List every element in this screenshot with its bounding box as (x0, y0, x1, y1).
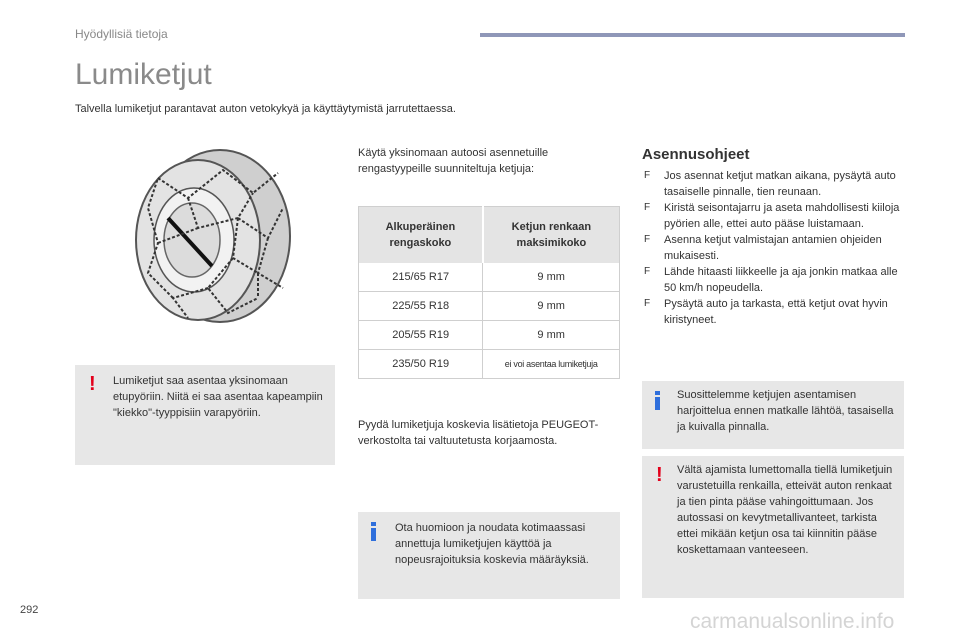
warning-icon: ! (656, 464, 663, 486)
bullet-icon: F (644, 170, 651, 181)
table-cell: 225/55 R18 (359, 292, 483, 321)
table-cell: 9 mm (483, 263, 620, 292)
bullet-icon: F (644, 298, 651, 309)
table-row (359, 263, 620, 292)
snow-chain-tire-illustration (128, 148, 294, 328)
installation-steps (642, 168, 904, 328)
table-header: Ketjun renkaan maksimikoko (483, 207, 620, 264)
intro-text: Talvella lumiketjut parantavat auton vetokykyä ja käyttäytymistä jarrutettaessa. (75, 103, 456, 115)
table-row (359, 350, 620, 379)
info-icon (655, 391, 660, 410)
tire-size-table (358, 206, 620, 379)
table-row (359, 321, 620, 350)
bullet-icon: F (644, 266, 651, 277)
info-box-practice (642, 381, 904, 449)
bullet-icon: F (644, 202, 651, 213)
table-cell: 215/65 R17 (359, 263, 483, 292)
table-row (359, 292, 620, 321)
list-item: F Kiristä seisontajarru ja aseta mahdollisesti kiiloja pyörien alle, ettei auto pääse luistamaan. (644, 202, 900, 230)
watermark: carmanualsonline.info (690, 610, 895, 633)
warning-icon: ! (89, 373, 96, 395)
header-rule (480, 33, 905, 37)
table-cell: ei voi asentaa lumiketjuja (483, 350, 620, 379)
info-text: Ota huomioon ja noudata kotimaassasi annettuja lumiketjujen käyttöä ja nopeusrajoituksia koskevia määräyksiä. (395, 522, 589, 566)
installation-heading: Asennusohjeet (642, 146, 750, 163)
list-item: F Jos asennat ketjut matkan aikana, pysäytä auto tasaiselle pinnalle, tien reunaan. (644, 170, 896, 198)
table-header: Alkuperäinen rengaskoko (359, 207, 483, 264)
table-cell: 9 mm (483, 292, 620, 321)
page-title: Lumiketjut (75, 58, 212, 91)
warning-text: Vältä ajamista lumettomalla tiellä lumiketjuin varustetuilla renkailla, etteivät auton renkaat ja tien pinta pääse vahingoittumaan. Jos autossasi on kevytmetallivanteet, tarkista ettei mikään ketjun osa tai kiinnitin pääse koskettamaan vanteeseen. (677, 464, 893, 556)
info-box-regulations (358, 512, 620, 599)
table-cell: 9 mm (483, 321, 620, 350)
warning-box-front-wheels (75, 365, 335, 465)
info-text: Suosittelemme ketjujen asentamisen harjoittelua ennen matkalle lähtöä, tasaisella ja kuivalla pinnalla. (677, 389, 894, 433)
list-item: F Pysäytä auto ja tarkasta, että ketjut ovat hyvin kiristyneet. (644, 298, 888, 326)
more-info-text: Pyydä lumiketjuja koskevia lisätietoja PEUGEOT-verkostolta tai valtuutetusta korjaamosta. (358, 419, 599, 447)
warning-box-snowless-road (642, 456, 904, 598)
table-cell: 235/50 R19 (359, 350, 483, 379)
list-item: F Asenna ketjut valmistajan antamien ohjeiden mukaisesti. (644, 234, 882, 262)
info-icon (371, 522, 376, 541)
table-header-row (359, 207, 620, 264)
section-header: Hyödyllisiä tietoja (75, 27, 168, 41)
list-item: F Lähde hitaasti liikkeelle ja aja jonkin matkaa alle 50 km/h nopeudella. (644, 266, 898, 294)
table-cell: 205/55 R19 (359, 321, 483, 350)
page-number: 292 (20, 604, 39, 616)
bullet-icon: F (644, 234, 651, 245)
chain-size-intro: Käytä yksinomaan autoosi asennetuille rengastyypeille suunniteltuja ketjuja: (358, 147, 549, 175)
warning-text: Lumiketjut saa asentaa yksinomaan etupyöriin. Niitä ei saa asentaa kapeampiin "kiekko"-tyyppisiin varapyöriin. (113, 375, 323, 419)
